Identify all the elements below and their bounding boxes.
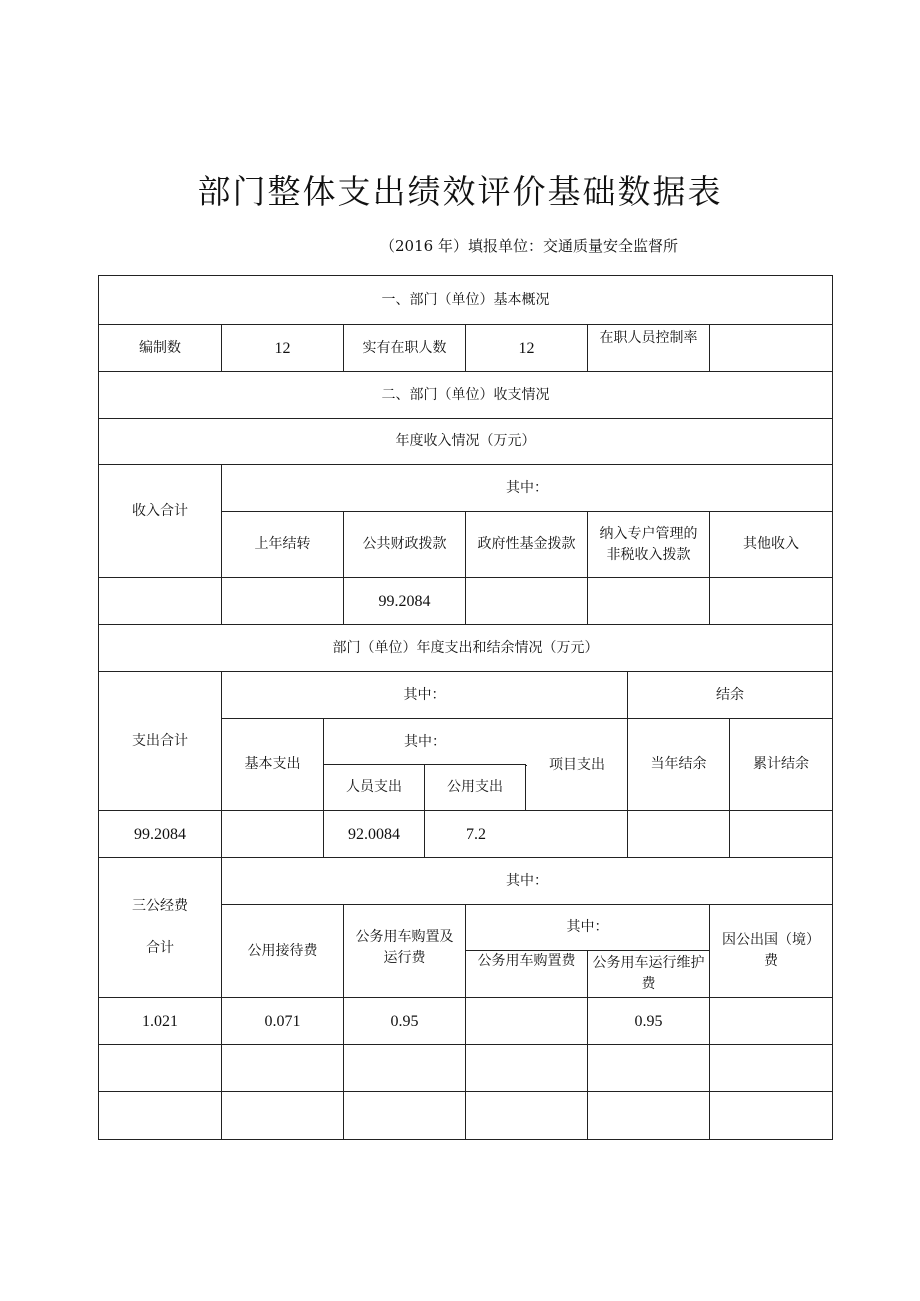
income-non-tax-value (587, 577, 710, 625)
blank-cell (587, 1044, 710, 1092)
blank-cell (98, 1091, 222, 1140)
expense-sub-of-which: 其中： (404, 733, 446, 750)
personnel-expense-label: 人员支出 (323, 764, 425, 811)
quota-label: 编制数 (98, 324, 222, 372)
vehicle-value: 0.95 (343, 997, 466, 1045)
year-balance-value (627, 810, 730, 858)
income-col-carryover: 上年结转 (221, 511, 344, 578)
income-col-non-tax: 纳入专户管理的非税收入拨款 (587, 511, 710, 578)
expense-of-which: 其中： (221, 671, 628, 719)
public-use-expense-label: 公用支出 (424, 764, 526, 811)
income-col-gov-fund: 政府性基金拨款 (465, 511, 588, 578)
reception-label: 公用接待费 (221, 904, 344, 998)
income-total-label: 收入合计 (98, 464, 222, 578)
section1-heading: 一、部门（单位）基本概况 (98, 275, 833, 325)
blank-cell (709, 1091, 833, 1140)
blank-cell (98, 1044, 222, 1092)
basic-expense-label: 基本支出 (221, 718, 324, 811)
cum-balance-value (729, 810, 833, 858)
blank-cell (221, 1091, 344, 1140)
quota-value: 12 (221, 324, 344, 372)
control-rate-label: 在职人员控制率 (587, 324, 710, 372)
income-col-public-finance: 公共财政拨款 (343, 511, 466, 578)
blank-cell (465, 1044, 588, 1092)
control-rate-value (709, 324, 833, 372)
abroad-value (709, 997, 833, 1045)
income-title: 年度收入情况（万元） (98, 418, 833, 465)
income-public-finance-value: 99.2084 (343, 577, 466, 625)
three-public-total-label (98, 857, 222, 998)
blank-cell (709, 1044, 833, 1092)
expense-title: 部门（单位）年度支出和结余情况（万元） (98, 624, 833, 672)
income-carryover-value (221, 577, 344, 625)
vehicle-operation-value: 0.95 (587, 997, 710, 1045)
blank-cell (343, 1091, 466, 1140)
year-balance-label: 当年结余 (627, 718, 730, 811)
income-gov-fund-value (465, 577, 588, 625)
income-other-value (709, 577, 833, 625)
data-table (99, 276, 833, 1140)
section2-heading: 二、部门（单位）收支情况 (98, 371, 833, 419)
income-col-other: 其他收入 (709, 511, 833, 578)
vehicle-label: 公务用车购置及运行费 (343, 904, 466, 998)
staff-value: 12 (465, 324, 588, 372)
three-public-label-line1: 三公经费 (132, 898, 188, 914)
vehicle-purchase-label: 公务用车购置费 (465, 950, 588, 998)
blank-cell (465, 1091, 588, 1140)
balance-label: 结余 (627, 671, 833, 719)
basic-expense-value (221, 810, 324, 858)
project-expense-label: 项目支出 (549, 756, 605, 773)
expense-total-value: 99.2084 (98, 810, 222, 858)
reception-value: 0.071 (221, 997, 344, 1045)
personnel-expense-value: 92.0084 (323, 810, 425, 858)
expense-total-label: 支出合计 (98, 671, 222, 811)
staff-label: 实有在职人数 (343, 324, 466, 372)
blank-cell (587, 1091, 710, 1140)
public-use-expense-value: 7.2 (466, 826, 486, 843)
abroad-label: 因公出国（境）费 (709, 904, 833, 998)
cum-balance-label: 累计结余 (729, 718, 833, 811)
fill-unit-line: （2016 年）填报单位：交通质量安全监督所 (380, 237, 678, 255)
income-of-which: 其中： (221, 464, 833, 512)
blank-cell (343, 1044, 466, 1092)
blank-cell (221, 1044, 344, 1092)
three-public-of-which: 其中： (221, 857, 833, 905)
vehicle-of-which: 其中： (465, 904, 710, 951)
vehicle-operation-label: 公务用车运行维护费 (587, 950, 710, 998)
page-title: 部门整体支出绩效评价基础数据表 (197, 172, 723, 211)
income-total-value (98, 577, 222, 625)
vehicle-purchase-value (465, 997, 588, 1045)
three-public-label-line2: 合计 (146, 940, 174, 956)
three-public-total-value: 1.021 (98, 997, 222, 1045)
